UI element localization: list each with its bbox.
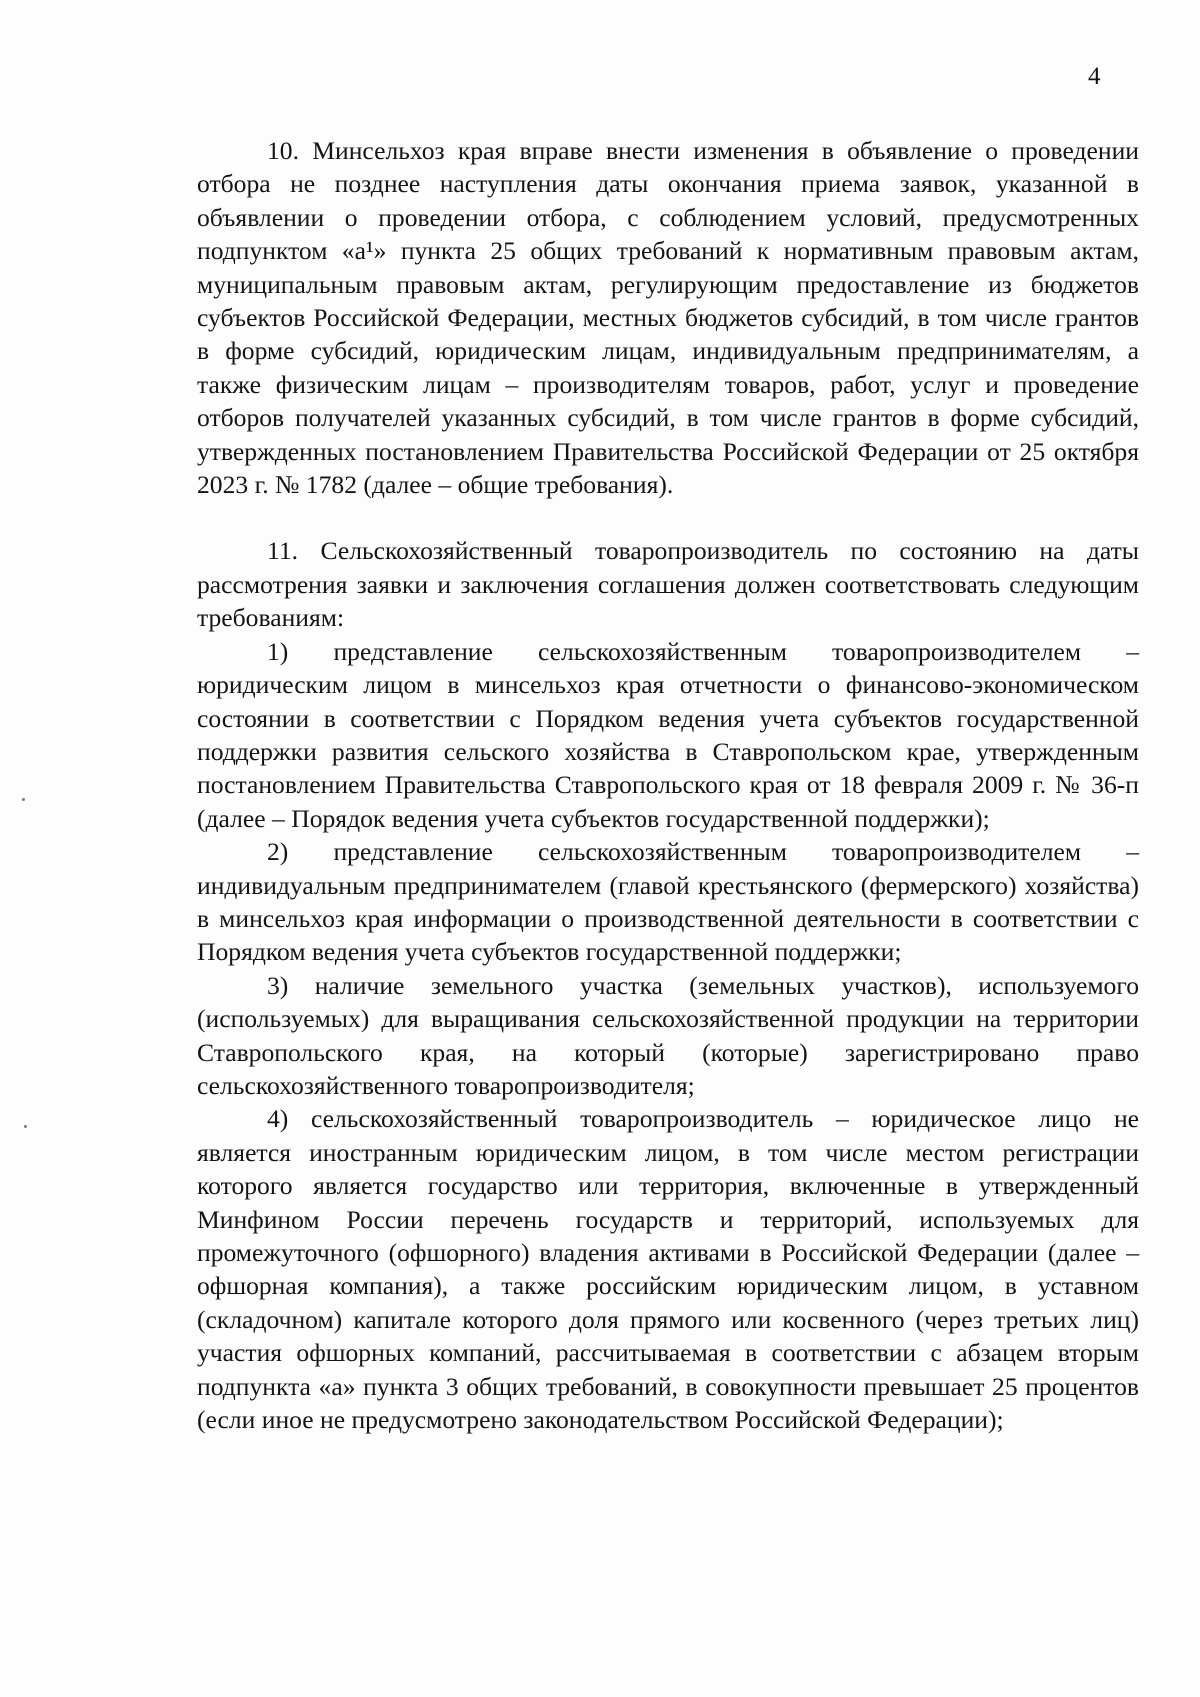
scan-speck [24, 1125, 27, 1128]
scan-speck [22, 798, 25, 801]
paragraph-11: 11. Сельскохозяйственный товаропроизводитель по состоянию на даты рассмотрения заявки и заключения соглашения должен соответствовать следующим требованиям: [197, 536, 1139, 633]
paragraph-10: 10. Минсельхоз края вправе внести изменения в объявление о проведении отбора не позднее наступления даты окончания приема заявок, указанной в объявлении о проведении отбора, с соблюдением условий, предусмотренных подпунктом «а¹» пункта 25 общих требований к нормативным правовым актам, муниципальным правовым актам, регулирующим предоставление из бюджетов субъектов Российской Федерации, местных бюджетов субсидий, в том числе грантов в форме субсидий, юридическим лицам, индивидуальным предпринимателям, а также физическим лицам – производителям товаров, работ, услуг и проведение отборов получателей указанных субсидий, в том числе грантов в форме субсидий, утвержденных постановлением Правительства Российской Федерации от 25 октября 2023 г. № 1782 (далее – общие требования). [197, 136, 1139, 500]
requirement-1: 1) представление сельскохозяйственным товаропроизводителем – юридическим лицом в минсельхоз края отчетности о финансово-экономическом состоянии в соответствии с Порядком ведения учета субъектов государственной поддержки развития сельского хозяйства в Ставропольском крае, утвержденным постановлением Правительства Ставропольского края от 18 февраля 2009 г. № 36-п (далее – Порядок ведения учета субъектов государственной поддержки); [197, 636, 1139, 833]
requirement-3: 3) наличие земельного участка (земельных участков), используемого (используемых) для выращивания сельскохозяйственной продукции на территории Ставропольского края, на который (которые) зарегистрировано право сельскохозяйственного товаропроизводителя; [197, 970, 1139, 1100]
page-number: 4 [1088, 63, 1101, 90]
requirement-4: 4) сельскохозяйственный товаропроизводитель – юридическое лицо не является иностранным юридическим лицом, в том числе местом регистрации которого является государство или территория, включенные в утвержденный Минфином России перечень государств и территорий, используемых для промежуточного (офшорного) владения активами в Российской Федерации (далее – офшорная компания), а также российским юридическим лицом, в уставном (складочном) капитале которого доля прямого или косвенного (через третьих лиц) участия офшорных компаний, рассчитываемая в соответствии с абзацем вторым подпункта «а» пункта 3 общих требований, в совокупности превышает 25 процентов (если иное не предусмотрено законодательством Российской Федерации); [197, 1104, 1139, 1435]
document-body [197, 134, 1139, 1436]
requirement-2: 2) представление сельскохозяйственным товаропроизводителем – индивидуальным предпринимателем (главой крестьянского (фермерского) хозяйства) в минсельхоз края информации о производственной деятельности в соответствии с Порядком ведения учета субъектов государственной поддержки; [197, 837, 1139, 967]
